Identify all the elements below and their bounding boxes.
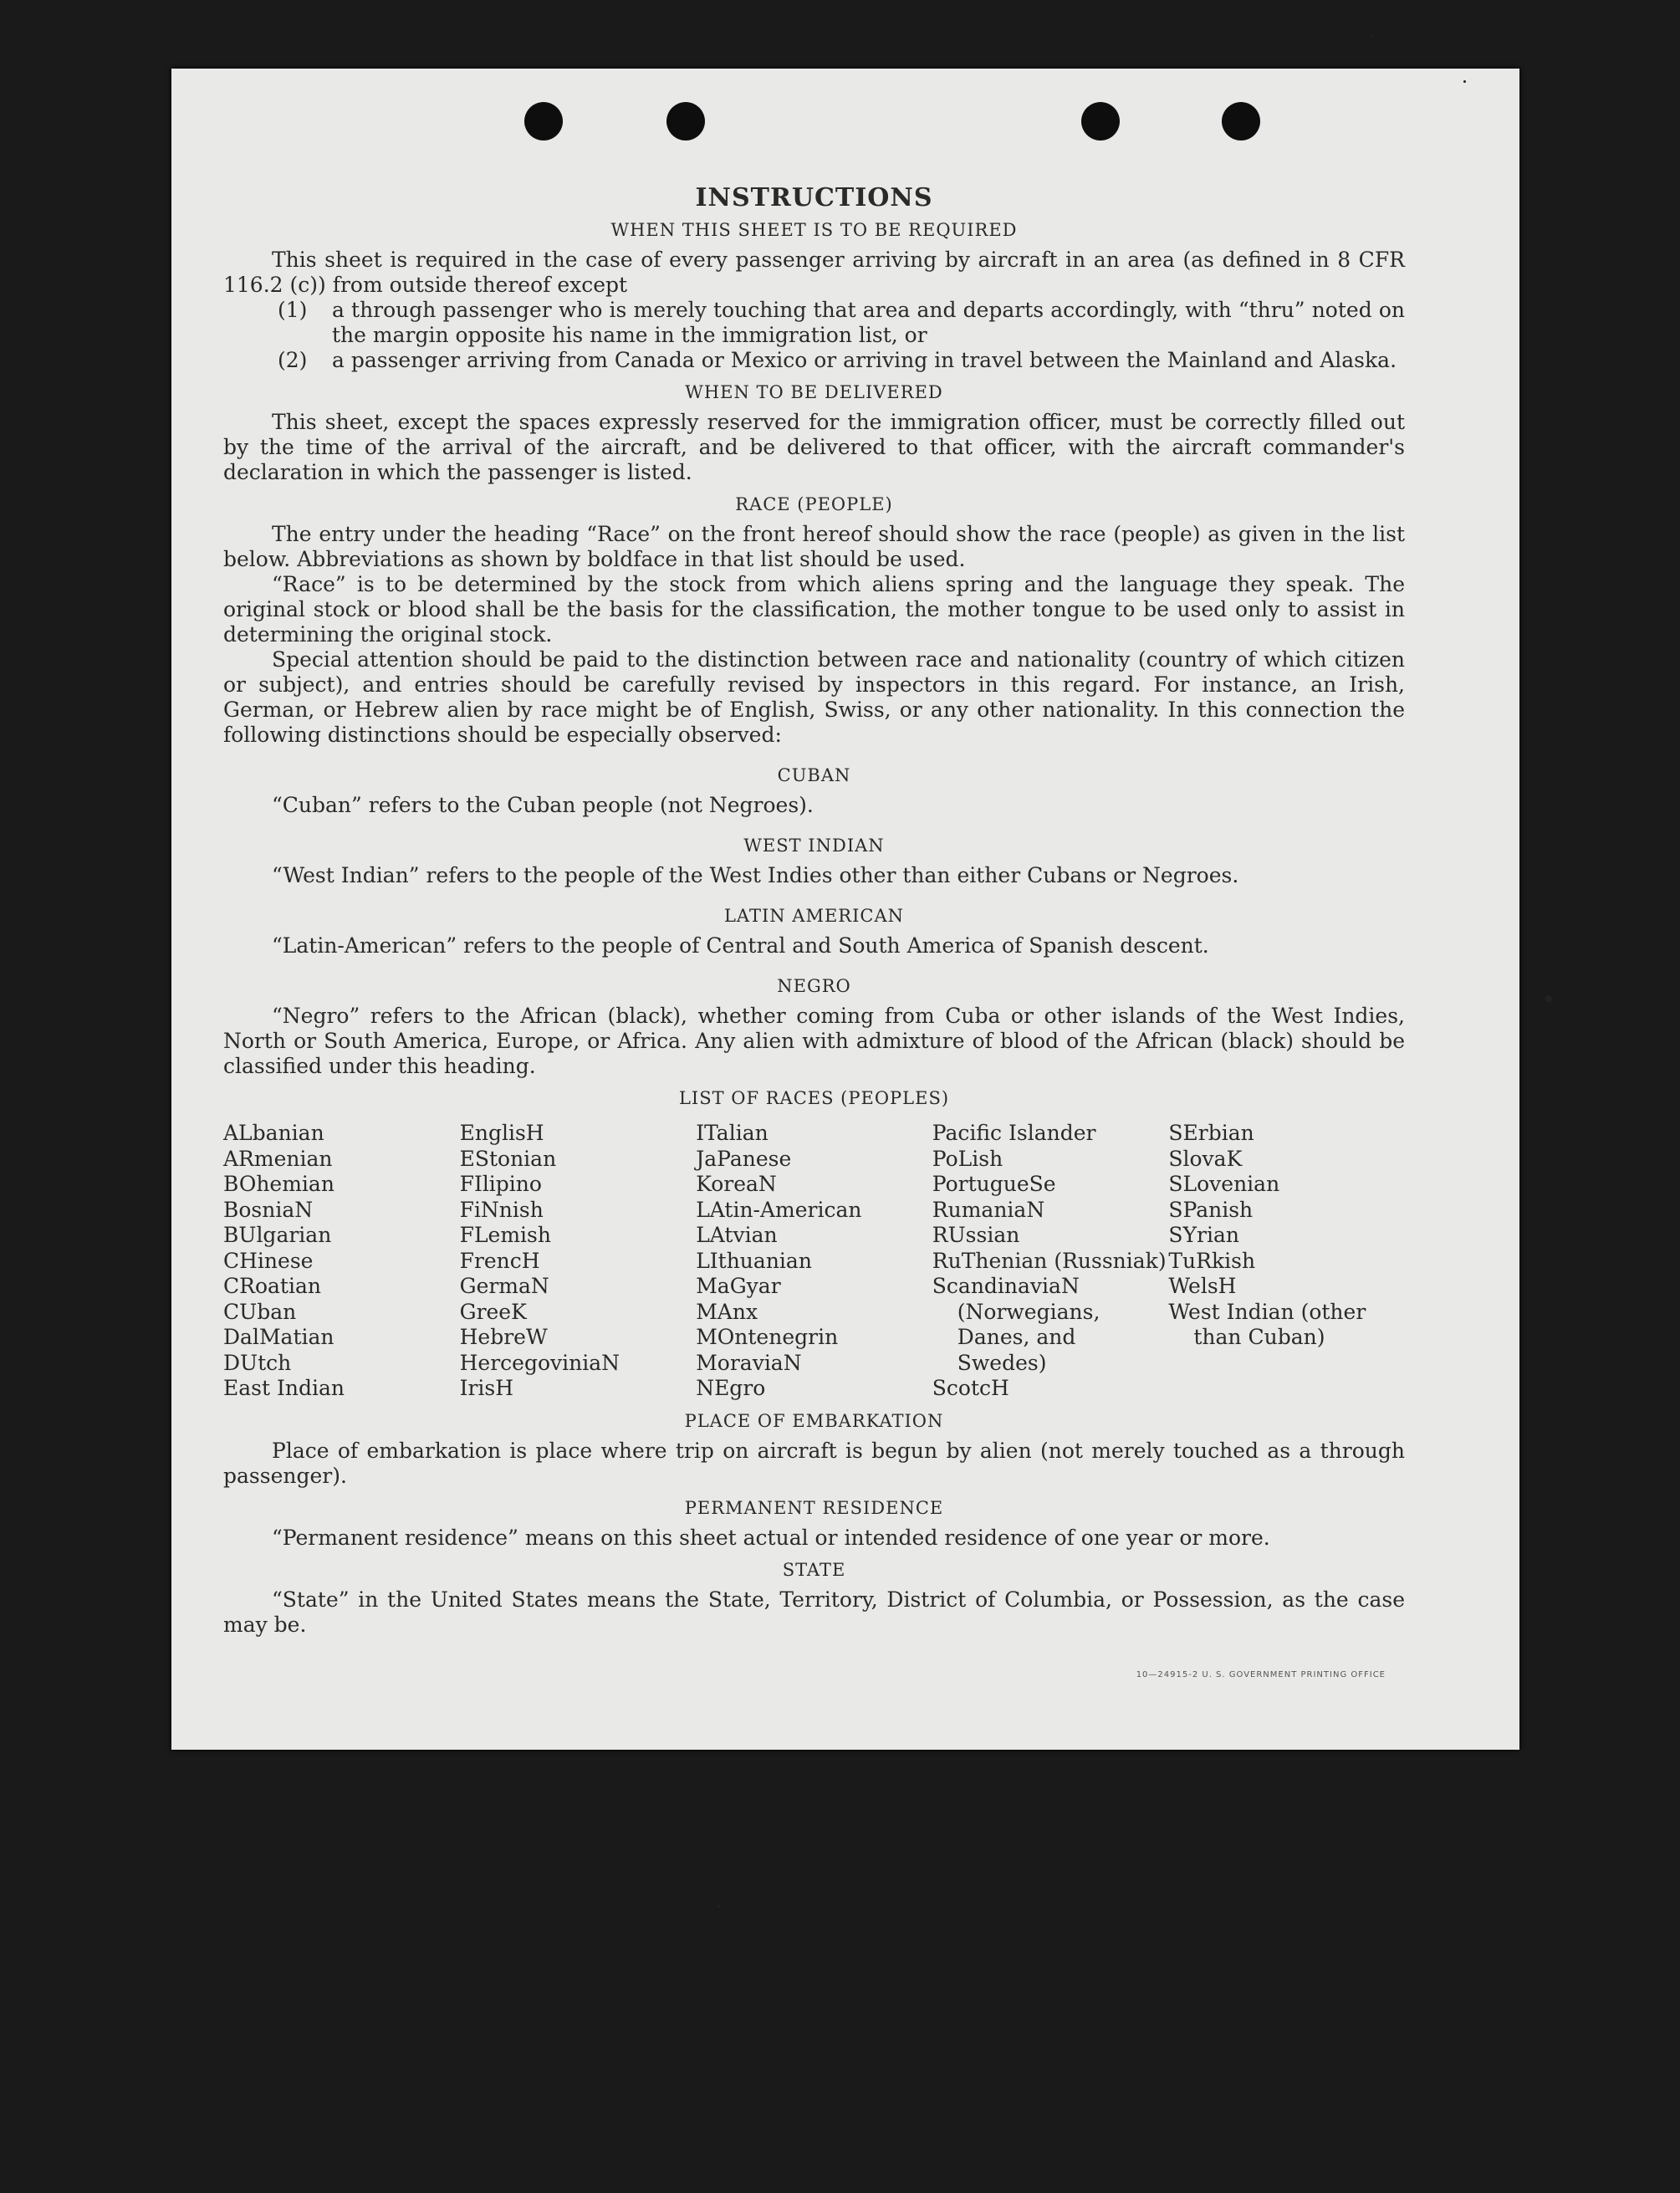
race-item: SErbian bbox=[1168, 1121, 1254, 1145]
embarkation-text: Place of embarkation is place where trip on aircraft is begun by alien (not merely touched as a through passenger). bbox=[223, 1438, 1405, 1488]
scan-speck bbox=[1545, 995, 1552, 1002]
section-heading-west-indian: WEST INDIAN bbox=[743, 836, 885, 856]
race-item: CHinese bbox=[223, 1248, 314, 1273]
race-item: FLemish bbox=[459, 1223, 551, 1247]
race-item: LAtin-American bbox=[696, 1197, 862, 1222]
race-item: FIlipino bbox=[459, 1172, 542, 1196]
instructions-content bbox=[223, 183, 1405, 1638]
race-paragraph: The entry under the heading “Race” on the front hereof should show the race (people) as given in the list below. Abbreviations as shown by boldface in that list should be used. bbox=[223, 522, 1405, 571]
race-item: East Indian bbox=[223, 1376, 345, 1400]
race-item: BosniaN bbox=[223, 1197, 314, 1222]
west-indian-text: “West Indian” refers to the people of the West Indies other than either Cubans or Negroes. bbox=[272, 863, 1239, 887]
race-item: CUban bbox=[223, 1299, 297, 1324]
race-column bbox=[460, 1121, 697, 1402]
punch-hole bbox=[524, 102, 563, 141]
race-item: RUssian bbox=[932, 1223, 1020, 1247]
race-item: TuRkish bbox=[1168, 1248, 1256, 1273]
race-item: SYrian bbox=[1168, 1223, 1239, 1247]
race-item: DalMatian bbox=[223, 1325, 334, 1349]
race-item: SLovenian bbox=[1168, 1172, 1280, 1196]
race-column bbox=[696, 1121, 932, 1402]
delivered-text: This sheet, except the spaces expressly reserved for the immigration officer, must be correctly filled out by the time of the arrival of the aircraft, and be delivered to that officer, with the aircraft commander's declaration in which the passenger is listed. bbox=[223, 410, 1405, 484]
race-item: PoLish bbox=[932, 1146, 1003, 1171]
race-item: LAtvian bbox=[696, 1223, 778, 1247]
section-heading-cuban: CUBAN bbox=[777, 765, 851, 785]
section-heading-list-of-races: LIST OF RACES (PEOPLES) bbox=[678, 1088, 950, 1108]
section-heading-embarkation: PLACE OF EMBARKATION bbox=[684, 1410, 944, 1431]
punch-hole bbox=[666, 102, 705, 141]
section-heading-state: STATE bbox=[782, 1559, 846, 1580]
scan-speck bbox=[1371, 35, 1374, 38]
race-item: ScotcH bbox=[932, 1376, 1009, 1400]
race-item: West Indian (other than Cuban) bbox=[1168, 1299, 1366, 1349]
residence-text: “Permanent residence” means on this sheet actual or intended residence of one year or more. bbox=[272, 1525, 1270, 1550]
race-item: RumaniaN bbox=[932, 1197, 1045, 1222]
race-item: RuThenian (Russniak) bbox=[932, 1248, 1167, 1273]
race-list bbox=[223, 1121, 1405, 1402]
race-item: IrisH bbox=[459, 1376, 514, 1400]
race-item: GermaN bbox=[459, 1274, 549, 1298]
race-column bbox=[932, 1121, 1169, 1402]
race-item: SlovaK bbox=[1168, 1146, 1243, 1171]
section-heading-race: RACE (PEOPLE) bbox=[735, 494, 893, 514]
race-item: JaPanese bbox=[696, 1146, 792, 1171]
race-item: PortugueSe bbox=[932, 1172, 1056, 1196]
race-item: LIthuanian bbox=[696, 1248, 812, 1273]
race-paragraph: Special attention should be paid to the distinction between race and nationality (country of which citizen or subject), and entries should be carefully revised by inspectors in this regard. For instance, an Irish, German, or Hebrew alien by race might be of English, Swiss, or any other nationality. In this connection the following distinctions should be especially observed: bbox=[223, 647, 1405, 747]
section-heading-required: WHEN THIS SHEET IS TO BE REQUIRED bbox=[610, 220, 1018, 240]
race-item: NEgro bbox=[696, 1376, 766, 1400]
latin-american-text: “Latin-American” refers to the people of Central and South America of Spanish descent. bbox=[272, 933, 1209, 958]
race-item: MOntenegrin bbox=[696, 1325, 839, 1349]
punch-hole bbox=[1222, 102, 1260, 141]
race-item: MAnx bbox=[696, 1299, 758, 1324]
race-item: ALbanian bbox=[223, 1121, 324, 1145]
race-item: BUlgarian bbox=[223, 1223, 332, 1247]
race-column bbox=[1168, 1121, 1405, 1402]
section-heading-residence: PERMANENT RESIDENCE bbox=[684, 1497, 944, 1518]
race-item: ITalian bbox=[696, 1121, 769, 1145]
race-item: GreeK bbox=[459, 1299, 527, 1324]
race-item: DUtch bbox=[223, 1350, 292, 1375]
race-item: Pacific Islander bbox=[932, 1121, 1096, 1145]
scan-speck bbox=[1463, 80, 1466, 83]
required-intro: This sheet is required in the case of every passenger arriving by aircraft in an area (as defined in 8 CFR 116.2 (c)) from outside thereof except bbox=[223, 248, 1405, 297]
race-item: EStonian bbox=[459, 1146, 557, 1171]
section-heading-negro: NEGRO bbox=[777, 976, 851, 996]
cuban-text: “Cuban” refers to the Cuban people (not Negroes). bbox=[272, 793, 814, 817]
race-paragraph: “Race” is to be determined by the stock from which aliens spring and the language they speak. The original stock or blood shall be the basis for the classification, the mother tongue to be used only to assist in determining the original stock. bbox=[223, 572, 1405, 647]
state-text: “State” in the United States means the State, Territory, District of Columbia, or Possession, as the case may be. bbox=[223, 1587, 1405, 1637]
race-item: MoraviaN bbox=[696, 1350, 802, 1375]
race-item: WelsH bbox=[1168, 1274, 1237, 1298]
page-title: INSTRUCTIONS bbox=[695, 183, 933, 212]
race-item: HercegoviniaN bbox=[459, 1350, 620, 1375]
race-item: KoreaN bbox=[696, 1172, 777, 1196]
race-item: FiNnish bbox=[459, 1197, 544, 1222]
race-item: ARmenian bbox=[223, 1146, 333, 1171]
race-item: FrencH bbox=[459, 1248, 540, 1273]
race-item: SPanish bbox=[1168, 1197, 1254, 1222]
race-item: HebreW bbox=[459, 1325, 548, 1349]
race-item: CRoatian bbox=[223, 1274, 321, 1298]
scan-speck bbox=[717, 1905, 720, 1908]
section-heading-latin-american: LATIN AMERICAN bbox=[723, 906, 905, 926]
race-item: MaGyar bbox=[696, 1274, 781, 1298]
race-item: EnglisH bbox=[459, 1121, 544, 1145]
required-item: (2) a passenger arriving from Canada or Mexico or arriving in travel between the Mainland and Alaska. bbox=[278, 348, 1397, 372]
negro-text: “Negro” refers to the African (black), whether coming from Cuba or other islands of the West Indies, North or South America, Europe, or Africa. Any alien with admixture of blood of the African (black) should be classified under this heading. bbox=[223, 1004, 1405, 1078]
printing-office-code: 10—24915-2 U. S. GOVERNMENT PRINTING OFFICE bbox=[1136, 1670, 1386, 1679]
required-item: (1) a through passenger who is merely touching that area and departs accordingly, with “thru” noted on the margin opposite his name in the immigration list, or bbox=[278, 298, 1405, 347]
document-page bbox=[171, 69, 1519, 1750]
punch-hole bbox=[1081, 102, 1120, 141]
section-heading-delivered: WHEN TO BE DELIVERED bbox=[685, 382, 943, 402]
race-item: ScandinaviaN (Norwegians, Danes, and Swedes) bbox=[932, 1274, 1100, 1375]
race-column bbox=[223, 1121, 460, 1402]
race-item: BOhemian bbox=[223, 1172, 334, 1196]
